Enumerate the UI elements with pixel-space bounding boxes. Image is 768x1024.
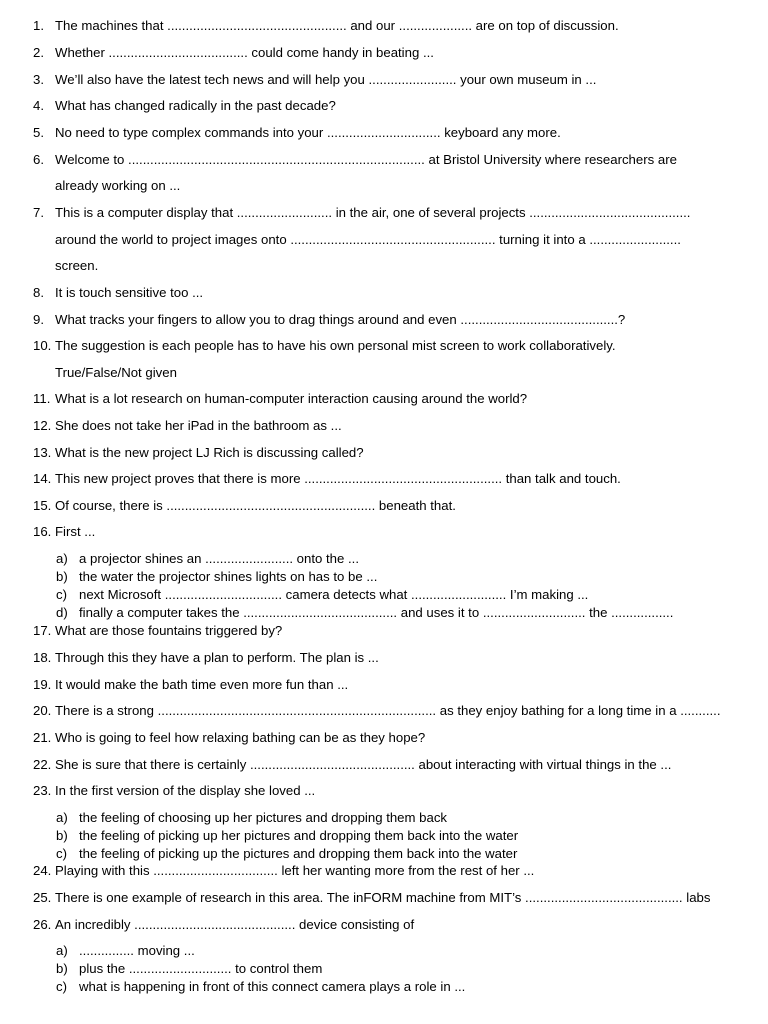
worksheet-page: 1. The machines that ................................................. and our .................... are on top of discussion. 2. Whether ...................................... could come handy in beating ... 3. We’ll also have the latest tech news and will help you ........................ your own museum in ... 4. What has changed radically in the past decade? 5. No need to type complex commands into your ............................... keyboard any more. 6. Welcome to ................................................................................. at Bristol University where researchers are already working on ... 7. This is a computer display that .......................... in the air, one of several projects ............................................ around the world to project images onto ........................................................ turning it into a ......................... screen. 8. It is touch sensitive too ... 9. What tracks your fingers to allow you to drag things around and even ...........................................? 10. The suggestion is each people has to have his own personal mist screen to work collaboratively. True/False/Not given 11. What is a lot research on human-computer interaction causing around the world? 12. She does not take her iPad in the bathroom as ... 13. What is the new project LJ Rich is discussing called? 14. This new project proves that there is more ...................................................... than talk and touch. 15. Of course, there is ......................................................... beneath that. 16. First ... a) a projector shines an ........................ onto the ... b) the water the projector shines lights on has to be ... c) next Microsoft ................................ camera detects what .......................... I’m making ... d) finally a computer takes the .......................................... and uses it to ............................ the ................. 17. What are those fountains triggered by? 18. Through this they have a plan to perform. The plan is ... 19. It would make the bath time even more fun than ... 20. There is a strong ............................................................................ as they enjoy bathing for a long time in a ........... 21. Who is going to feel how relaxing bathing can be as they hope? 22. She is sure that there is certainly ............................................. about interacting with virtual things in the ... 23. In the first version of the display she loved ... a) the feeling of choosing up her pictures and dropping them back b) the feeling of picking up her pictures and dropping them back into the water c) the feeling of picking up the pictures and dropping them back into the water 24. Playing with this .................................. left her wanting more from the rest of her ... 25. There is one example of research in this area. The inFORM machine from MIT’s ........................................... labs 26. An incredibly ............................................ device consisting of a) ............... moving ... b) plus the ............................ to control them c) what is happening in front of this connect camera plays a role in ... [33, 18, 721, 994]
